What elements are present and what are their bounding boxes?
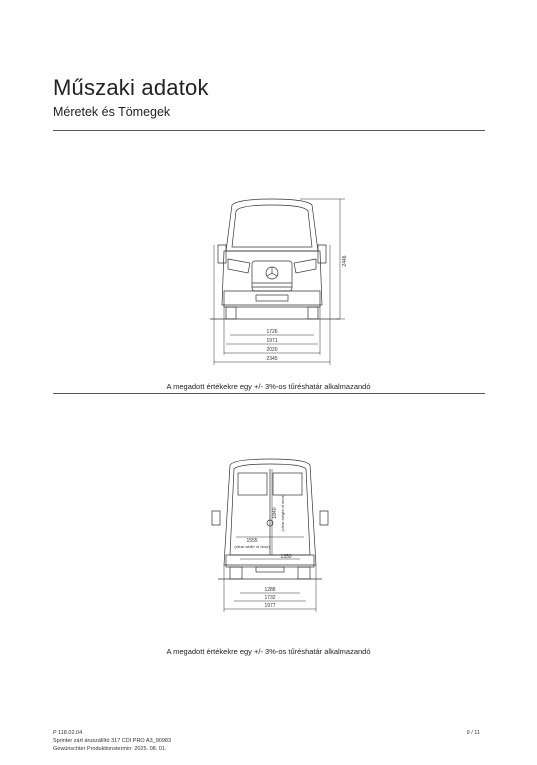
rear-door-width-note: (clear width of door)	[234, 544, 270, 549]
caption-divider	[53, 393, 485, 394]
front-height-label: 2446	[342, 255, 348, 267]
front-width-label-2: 1971	[266, 338, 278, 344]
front-width-label-4: 2345	[266, 356, 278, 362]
rear-width-label-2: 1732	[264, 595, 276, 601]
front-view-caption: A megadott értékekre egy +/- 3%-os tűréshatár alkalmazandó	[166, 382, 371, 391]
rear-inner-label: 1350	[280, 554, 292, 560]
rear-view-caption: A megadott értékekre egy +/- 3%-os tűréshatár alkalmazandó	[166, 647, 371, 656]
footer-line-3: Gewünschter Produktionstermin: 2025. 08. 01.	[53, 746, 167, 752]
rear-width-label-1: 1288	[264, 587, 276, 593]
footer-line-1: P 118.02.04	[53, 730, 83, 736]
rear-door-height-note: (clear height of door)	[280, 494, 285, 532]
footer-line-2: Sprinter zárt áruszállító 317 CDI PRO A3_90983	[53, 738, 172, 744]
rear-width-label-3: 1977	[264, 603, 276, 609]
rear-door-width-label: 1555	[246, 538, 258, 544]
rear-view-diagram	[200, 455, 340, 620]
page-number: 9 / 11	[466, 730, 480, 736]
page-title: Műszaki adatok	[53, 75, 209, 100]
front-width-label-3: 2020	[266, 347, 278, 353]
front-view-diagram	[190, 195, 360, 370]
rear-door-height-label: 1840	[272, 507, 278, 519]
header-divider	[53, 130, 485, 131]
front-width-label-1: 1726	[266, 329, 278, 335]
page-subtitle: Méretek és Tömegek	[53, 105, 171, 119]
